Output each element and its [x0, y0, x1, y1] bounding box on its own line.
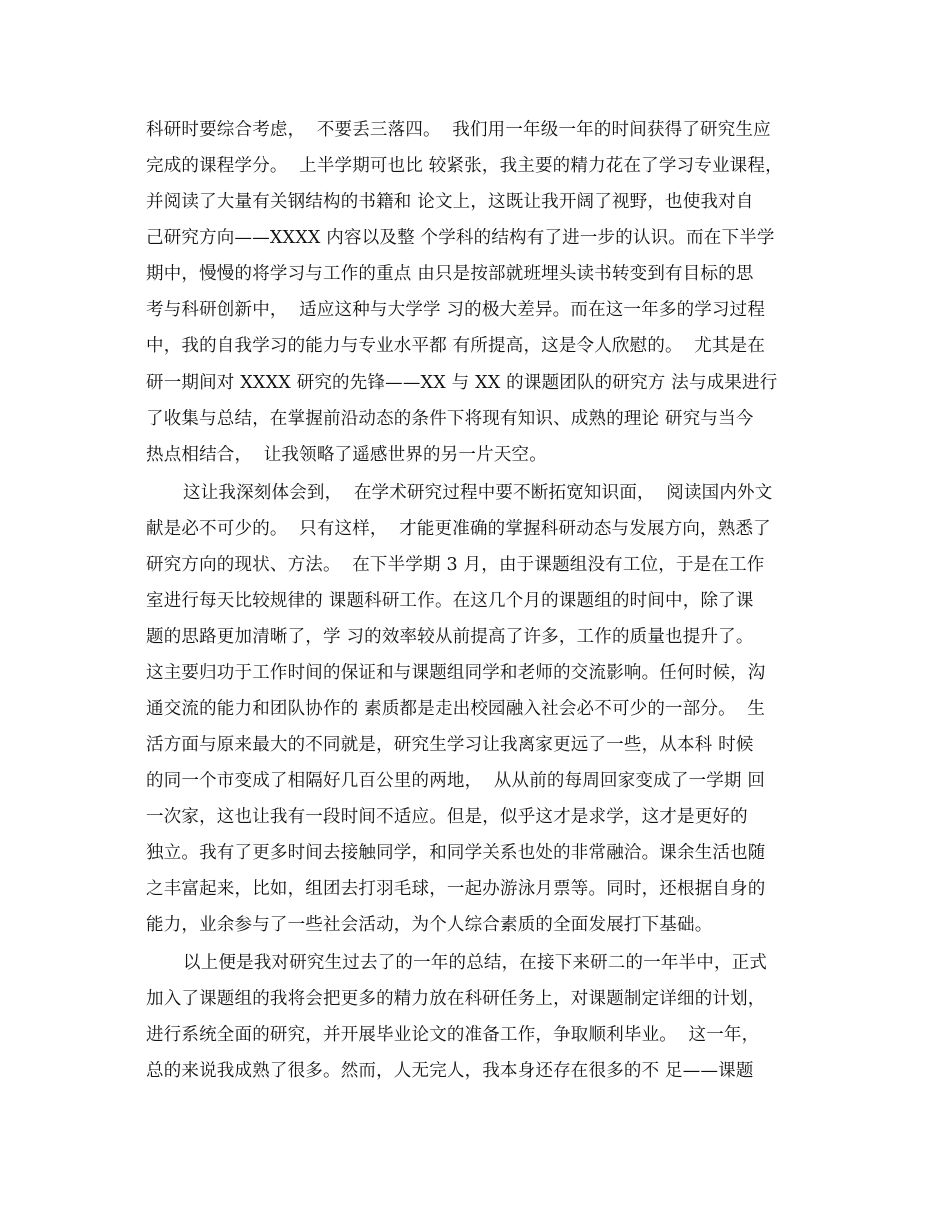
text-line: 完成的课程学分。 上半学期可也比 较紧张，我主要的精力花在了学习专业课程，	[146, 156, 783, 176]
text-line: 并阅读了大量有关钢结构的书籍和 论文上，这既让我开阔了视野，也使我对自	[146, 192, 754, 212]
text-line: 己研究方向——XXXX 内容以及整 个学科的结构有了进一步的认识。而在下半学	[146, 228, 775, 248]
text-line: 室进行每天比较规律的 课题科研工作。在这几个月的课题组的时间中，除了课	[146, 591, 754, 611]
text-line: 总的来说我成熟了很多。然而，人无完人，我本身还存在很多的不 足——课题	[146, 1061, 754, 1081]
text-line: 中，我的自我学习的能力与专业水平都 有所提高，这是令人欣慰的。 尤其是在	[146, 336, 766, 356]
text-line: 能力，业余参与了一些社会活动，为个人综合素质的全面发展打下基础。	[146, 915, 713, 935]
text-line: 献是必不可少的。 只有这样， 才能更准确的掌握科研动态与发展方向，熟悉了	[146, 519, 771, 539]
text-line: 热点相结合， 让我领略了遥感世界的另一片天空。	[146, 445, 547, 465]
text-line: 研究方向的现状、方法。 在下半学期 3 月，由于课题组没有工位，于是在工作	[146, 555, 765, 575]
text-line: 之丰富起来，比如，组团去打羽毛球，一起办游泳月票等。同时，还根据自身的	[146, 879, 766, 899]
text-line: 进行系统全面的研究，并开展毕业论文的准备工作，争取顺利毕业。 这一年，	[146, 1025, 760, 1045]
text-line: 研一期间对 XXXX 研究的先锋——XX 与 XX 的课题团队的研究方 法与成果进行	[146, 373, 778, 393]
text-line: 通交流的能力和团队协作的 素质都是走出校园融入社会必不可少的一部分。 生	[146, 699, 766, 719]
paragraph-start-line: 以上便是我对研究生过去了的一年的总结，在接下来研二的一年半中，正式	[183, 953, 768, 973]
text-line: 的同一个市变成了相隔好几百公里的两地， 从从前的每周回家变成了一学期 回	[146, 771, 766, 791]
text-line: 了收集与总结，在掌握前沿动态的条件下将现有知识、成熟的理论 研究与当今	[146, 409, 754, 429]
paragraph-start-line: 这让我深刻体会到， 在学术研究过程中要不断拓宽知识面， 阅读国内外文	[183, 483, 773, 503]
text-line: 题的思路更加清晰了，学 习的效率较从前提高了许多，工作的质量也提升了。	[146, 627, 754, 647]
text-line: 期中，慢慢的将学习与工作的重点 由只是按部就班埋头读书转变到有目标的思	[146, 264, 754, 284]
text-line: 科研时要综合考虑， 不要丢三落四。 我们用一年级一年的时间获得了研究生应	[146, 120, 771, 140]
text-line: 这主要归功于工作时间的保证和与课题组同学和老师的交流影响。任何时候，沟	[146, 663, 766, 683]
text-line: 一次家，这也让我有一段时间不适应。但是，似乎这才是求学，这才是更好的	[146, 807, 748, 827]
text-line: 活方面与原来最大的不同就是，研究生学习让我离家更远了一些，从本科 时候	[146, 735, 754, 755]
text-line: 加入了课题组的我将会把更多的精力放在科研任务上，对课题制定详细的计划，	[146, 989, 766, 1009]
text-line: 考与科研创新中， 适应这种与大学学 习的极大差异。而在这一年多的学习过程	[146, 300, 766, 320]
text-line: 独立。我有了更多时间去接触同学，和同学关系也处的非常融洽。课余生活也随	[146, 843, 766, 863]
